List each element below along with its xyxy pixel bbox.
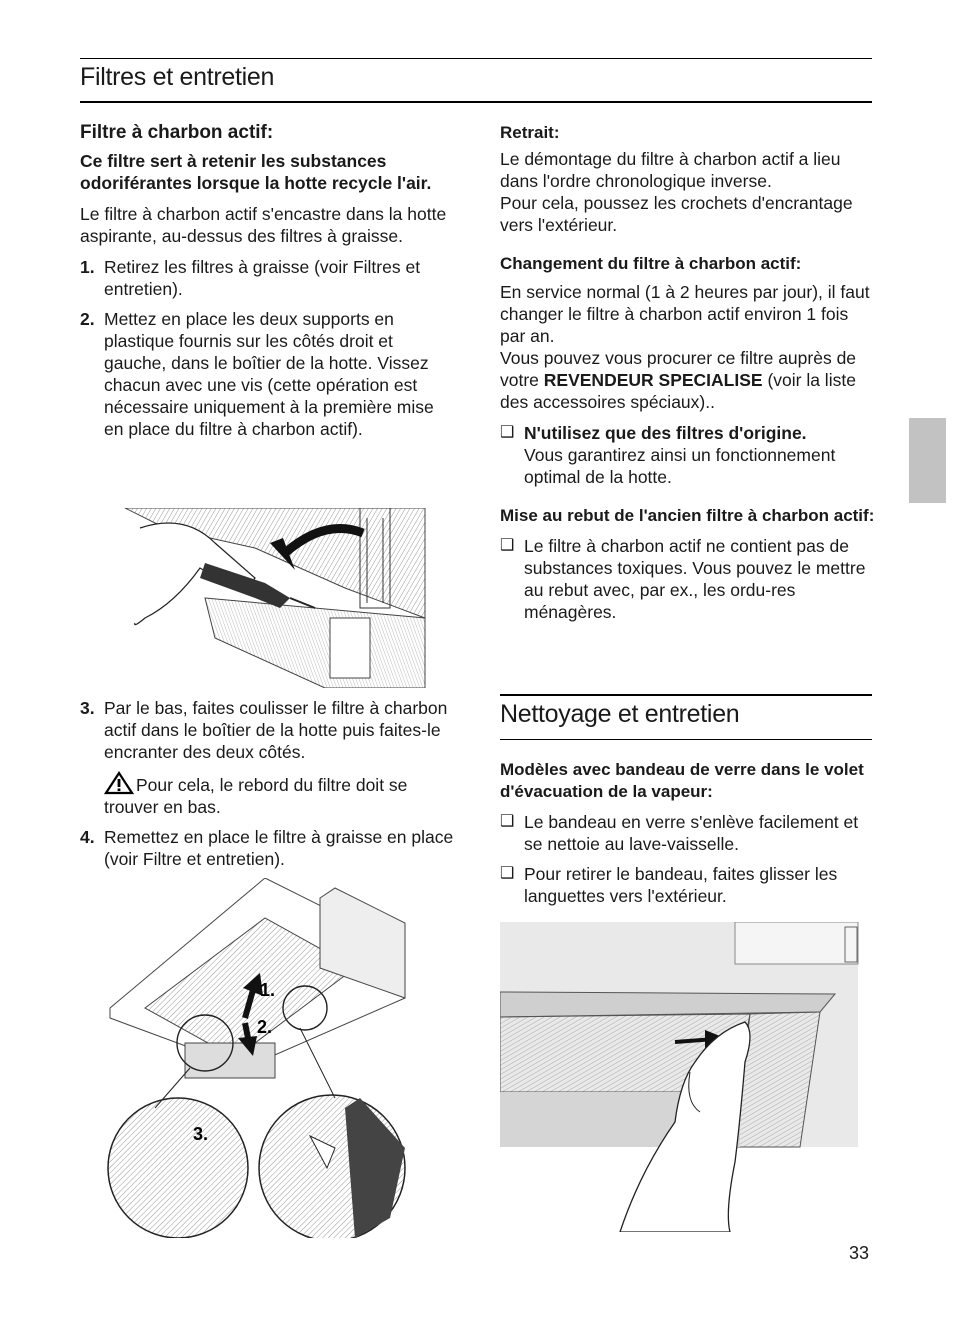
illustration-filter-installation (105, 878, 415, 1238)
warning-icon (104, 771, 134, 795)
figure-label-1: 1. (260, 980, 276, 1000)
retrait-text-1: Le démontage du filtre à charbon actif a lieu dans l'ordre chronologique inverse. (500, 149, 841, 191)
figure-label-2: 2. (257, 1017, 273, 1037)
step-number: 1. (80, 257, 95, 277)
illustration-glass-panel-removal (500, 922, 860, 1232)
figure-label-3: 3. (193, 1124, 209, 1144)
step-3 (80, 697, 455, 763)
warning-text: Pour cela, le rebord du filtre doit se trouver en bas. (104, 775, 408, 817)
retrait-heading: Retrait: (500, 123, 560, 142)
step-1 (80, 256, 455, 300)
checkbox-bullet-icon: ❑ (500, 537, 515, 554)
section-rule-bottom (500, 739, 872, 740)
illustration-screw-support (105, 508, 427, 688)
header-rule-bottom (80, 101, 872, 103)
checkbox-bullet-icon: ❑ (500, 813, 515, 830)
step-2 (80, 308, 455, 440)
change-text-2 (500, 347, 875, 413)
step-4 (80, 826, 455, 870)
right-column-top (500, 122, 875, 631)
charcoal-intro-bold: Ce filtre sert à retenir les substances odoriférantes lorsque la hotte recycle l'air. (80, 151, 432, 193)
bullet-bold: N'utilisez que des filtres d'origine. (524, 423, 807, 443)
page-title: Filtres et entretien (80, 63, 275, 91)
bullet-text: Vous garantirez ainsi un fonctionnement optimal de la hotte. (524, 445, 836, 487)
warning-note (80, 771, 455, 818)
charcoal-filter-heading: Filtre à charbon actif: (80, 122, 274, 143)
section-rule-top (500, 694, 872, 696)
rebut-heading: Mise au rebut de l'ancien filtre à charbon actif: (500, 506, 875, 525)
step-text: Retirez les filtres à graisse (voir Filtres et entretien). (104, 257, 421, 299)
change-text-2c: (voir la liste des accessoires spéciaux).. (500, 370, 856, 412)
header-rule-top (80, 58, 872, 59)
step-number: 2. (80, 309, 95, 329)
section-title: Nettoyage et entretien (500, 700, 740, 728)
change-text-2a: Vous pouvez vous procurer ce filtre auprès de votre (500, 348, 857, 390)
step-text: Mettez en place les deux supports en plastique fournis sur les côtés droit et gauche, dans le boîtier de la hotte. Vissez chacun avec une vis (cette opération est nécessaire uniquement à la première mise en place du filtre à charbon actif). (104, 309, 434, 439)
step-text: Remettez en place le filtre à graisse en place (voir Filtre et entretien). (104, 827, 454, 869)
retrait-text-2: Pour cela, poussez les crochets d'encrantage vers l'extérieur. (500, 193, 853, 235)
left-column-top (80, 122, 455, 448)
checkbox-bullet-icon: ❑ (500, 865, 515, 882)
step-number: 4. (80, 827, 95, 847)
step-text: Par le bas, faites coulisser le filtre à charbon actif dans le boîtier de la hotte puis faites-le encranter des deux côtés. (104, 698, 448, 762)
right-column-bottom (500, 759, 875, 915)
bullet-glass-2 (500, 863, 875, 907)
bullet-glass-1 (500, 811, 875, 855)
page-number: 33 (849, 1243, 870, 1263)
left-column-bottom (80, 697, 455, 878)
specialist-dealer: REVENDEUR SPECIALISE (543, 370, 763, 390)
bullet-rebut (500, 535, 875, 623)
bullet-text: Pour retirer le bandeau, faites glisser les languettes vers l'extérieur. (524, 864, 838, 906)
change-heading: Changement du filtre à charbon actif: (500, 254, 802, 273)
bullet-text: Le filtre à charbon actif ne contient pas de substances toxiques. Vous pouvez le mettre au rebut avec, par ex., les ordu-res ménagères. (524, 536, 866, 622)
checkbox-bullet-icon: ❑ (500, 424, 515, 441)
models-heading: Modèles avec bandeau de verre dans le volet d'évacuation de la vapeur: (500, 760, 864, 801)
change-text: En service normal (1 à 2 heures par jour), il faut changer le filtre à charbon actif environ 1 fois par an. (500, 282, 870, 346)
bullet-original-filters (500, 422, 875, 488)
section-tab-marker (909, 418, 946, 503)
bullet-text: Le bandeau en verre s'enlève facilement et se nettoie au lave-vaisselle. (524, 812, 859, 854)
charcoal-intro: Le filtre à charbon actif s'encastre dans la hotte aspirante, au-dessus des filtres à graisse. (80, 204, 447, 246)
step-number: 3. (80, 698, 95, 718)
